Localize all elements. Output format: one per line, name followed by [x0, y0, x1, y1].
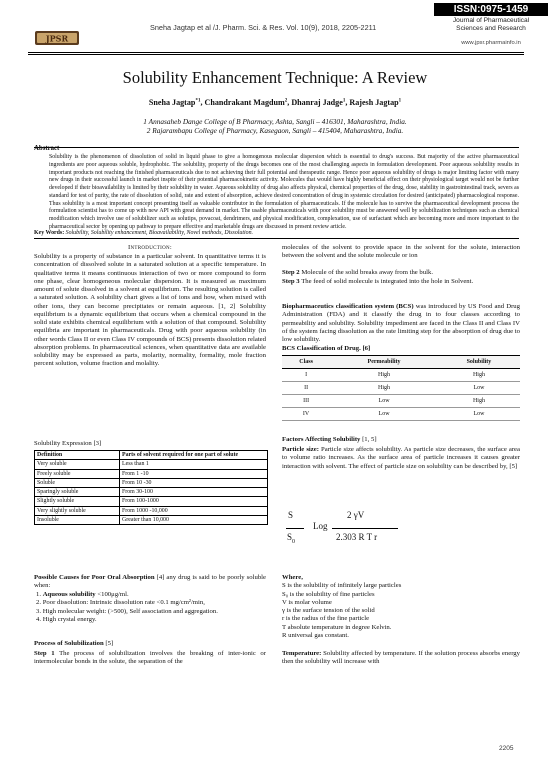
- paper-title: Solubility Enhancement Technique: A Review: [122, 68, 428, 87]
- table-cell: Insoluble: [35, 516, 120, 525]
- list-number: 4.: [36, 615, 42, 623]
- where-item: γ is the surface tension of the solid: [282, 607, 375, 614]
- table-header-cell: Permeability: [330, 356, 438, 369]
- table-cell: High: [330, 382, 438, 395]
- table-cell: Freely soluble: [35, 469, 120, 478]
- equation-s0-base: S: [287, 532, 293, 542]
- table-cell: Less than 1: [120, 460, 268, 469]
- running-header-citation: Sneha Jagtap et al /J. Pharm. Sci. & Res. Vol. 10(9), 2018, 2205-2211: [150, 23, 377, 32]
- equation-denominator: 2.303 R T r: [336, 532, 378, 542]
- where-item: S₀ is the solubility of fine particles: [282, 590, 375, 598]
- equation-s0-sub: 0: [292, 538, 296, 545]
- table-row: [282, 395, 520, 408]
- journal-name-line-1: Journal of Pharmaceutical: [452, 17, 530, 24]
- abstract-top-rule: [34, 147, 519, 148]
- page-number: 2205: [499, 745, 514, 752]
- table-cell: Low: [330, 408, 438, 421]
- list-item-text: High molecular weight: (>500), Self association and aggregation.: [42, 607, 218, 615]
- table-header-cell: Solubility: [438, 356, 520, 369]
- temperature-paragraph: [282, 650, 520, 667]
- author-affiliation-mark: *1: [195, 98, 201, 104]
- table-cell: Low: [330, 395, 438, 408]
- table-cell: Slightly soluble: [35, 497, 120, 506]
- abstract-text: Solubility is the phenomenon of dissolution of solid in liquid phase to give a homogenous molecular dispersion which is essential to drug's success. But majority of the active pharmaceutical ingredients are poor aqueous soluble, hydrophobic. The solubility, property of the drugs becomes one of the most challenging aspects in formulation development. Poor aqueous solubility results in important products not reaching the finished pharmaceuticals due to not achieving their full potential and therapeutic range. Hence poor aqueous solubility of drugs is major limiting factor with many new drugs in their successful launch in market inspite of their potential pharmacokinetic activity. Molecules that would have highly beneficial effect on their physiological target would not be further developed if their bioavailability is limited by their solubility in water. Aqueous solubility of drug also affects physical, chemical properties of the drug, dose, stability in gastrointestinal track, severs as standard for test of purity, the rate of dissolution of solid, rate and extent of absorption, achieve desired concentration of drug in systemic circulation for desired (anticipated) pharmacological response. Thus solubility is a most important concept presenting itself as valuable contributor in the formulation of pharmaceuticals. If the molecule has to survive the pharmaceutical development process the formulation scientist has to come up with new API with great demand in market. The usable pharmaceuticals with poor solubility must be answered well by solubilization techniques such as chemical modification which involve use of solubilizer such as solutips, povacoat, dendrimers, and physical modification, complexation, use of surfactant which are becoming more and more important to the pharmaceutical sector by opening up pathway to prepare effective and marketable drugs are discussed in present review article.: [49, 154, 519, 230]
- table-row: [35, 469, 268, 478]
- author-separator: ,: [200, 98, 205, 107]
- where-item: T absolute temperature in degree Kelvin.: [282, 623, 392, 631]
- table-cell: High: [438, 395, 520, 408]
- process-ref: [5]: [103, 640, 114, 647]
- list-item: [34, 591, 266, 599]
- list-item-text: Poor dissolution: Intrinsic dissolution rate <0.1 mg/cm²/min,: [42, 599, 205, 607]
- author-affiliation-mark: 1: [398, 98, 402, 104]
- abstract-bottom-rule: [34, 238, 519, 239]
- solubility-expression-table: [34, 450, 268, 525]
- equation-right-fraction-bar: [332, 528, 398, 529]
- step-1-label: Step 1: [34, 650, 55, 657]
- journal-logo: [35, 30, 79, 46]
- introduction-text: Solubility is a property of substance in a particular solvent. In quantitative terms it is concentration of dissolved solute in a saturated solution at a specific temperature. In qualitative terms it means continuous interaction of two or more compound to form one phase, clear homogeneous molecular dispersion. It is measured as maximum amount of solute dissolved in a solvent at equilibrium. The resulting solution is called a saturated solution. A solubility chart gives a list of ions and how, when mixed with other ions, they can become precipitates or remain aqueous. [1, 2] Solubility equilibrium is a dynamic equilibrium that occurs when a chemical compound in the solid state exhibits chemical equilibrium with a solution of that compound. Solubility equilibria are important in pharmaceuticals. Drug with poor aqueous solubility (in other words Class II or even Class IV compounds of BCS) presents dissolution related absorption problems. In pharmaceutical sciences, when quantitative data are available solubility may be expressed as parts, molarity, normality, formality, mole fraction percent solution, volume fraction and molality.: [34, 253, 266, 368]
- table-row: [35, 460, 268, 469]
- list-item: [34, 616, 266, 624]
- particle-size-equation: [286, 508, 416, 560]
- bcs-text: was introduced by US Food and Drug Administration (FDA) and it classify the drug in to four classes according to permeability and solubility. Solubility impediment are faced in the Class II and Class IV of the system facing dissolution as the rate limiting step for the absorption of drug due to low solubility.: [282, 303, 520, 343]
- table-row: [282, 408, 520, 421]
- where-item: S is the solubility of infinitely large particles: [282, 582, 402, 590]
- keywords-line: [34, 230, 253, 236]
- author-separator: ,: [287, 98, 292, 107]
- bcs-classification-table: [282, 355, 520, 421]
- step-2-text: Molecule of the solid breaks away from the bulk.: [299, 269, 433, 276]
- list-item-text: <100μg/ml.: [95, 591, 129, 598]
- author-name: Chandrakant Magdum: [204, 98, 285, 107]
- table-cell: III: [282, 395, 330, 408]
- table-cell: Low: [438, 408, 520, 421]
- step-3-text: The feed of solid molecule is integrated into the hole in Solvent.: [299, 278, 474, 285]
- where-item: V is molar volume: [282, 598, 332, 606]
- table-cell: From 10 -30: [120, 478, 268, 487]
- affiliation-1: 1 Annasaheb Dange College of B Pharmacy, Ashta, Sangli – 416301, Maharashtra, India.: [143, 117, 407, 126]
- table-cell: From 100-1000: [120, 497, 268, 506]
- list-item-text: High crystal energy.: [42, 615, 97, 623]
- where-block: [282, 574, 520, 640]
- equation-s: S: [288, 510, 294, 520]
- section-heading-introduction: Introduction:: [127, 244, 173, 251]
- journal-name: [434, 17, 548, 32]
- particle-size-paragraph: [282, 446, 520, 471]
- step-3-paragraph: [282, 278, 520, 286]
- list-number: 2.: [36, 599, 42, 607]
- table-cell: From 1000 -10,000: [120, 506, 268, 515]
- bcs-paragraph: [282, 303, 520, 344]
- table-header-row: [282, 356, 520, 369]
- list-item: [34, 608, 266, 616]
- list-item-bold: Aqueous solubility: [42, 591, 96, 598]
- table-cell: From 30-100: [120, 488, 268, 497]
- author-separator: ,: [345, 98, 350, 107]
- where-item: R universal gas constant.: [282, 631, 349, 639]
- header-rule-thin: [28, 54, 524, 55]
- factors-heading-line: [282, 436, 520, 444]
- author-name: Sneha Jagtap: [148, 98, 196, 107]
- right-continued-text: molecules of the solvent to provide space in the solvent for the solute, interaction between the solvent and the solute molecule or ion: [282, 244, 520, 260]
- table-cell: IV: [282, 408, 330, 421]
- bcs-table-heading-text: BCS Classification of Drug. [6]: [282, 345, 371, 352]
- particle-size-text: Particle size affects solubility. As particle size decreases, the surface area to volume ratio increases. As the surface area of particle increases it causes greater interaction with solvent. The effect of particle size on solubility can be described by, [5]: [282, 446, 520, 470]
- bcs-heading: Biopharmaceutics classification system (BCS): [282, 303, 414, 310]
- solubility-expression-heading: Solubility Expression [3]: [34, 440, 102, 447]
- header-rule: [28, 52, 524, 53]
- poor-absorption-list: [34, 591, 266, 624]
- table-header-cell: Definition: [35, 451, 120, 460]
- bcs-table-heading: [282, 345, 520, 353]
- table-cell: Greater than 10,000: [120, 516, 268, 525]
- author-list: [0, 98, 550, 107]
- table-cell: Sparingly soluble: [35, 488, 120, 497]
- table-row: [35, 506, 268, 515]
- factors-ref: [1, 5]: [360, 436, 377, 443]
- table-cell: Very slightly soluble: [35, 506, 120, 515]
- process-heading: Process of Solubilization: [34, 640, 104, 647]
- table-cell: II: [282, 382, 330, 395]
- list-number: 3.: [36, 607, 42, 615]
- table-cell: High: [438, 369, 520, 382]
- table-row: [35, 478, 268, 487]
- table-cell: I: [282, 369, 330, 382]
- equation-s0: [287, 532, 295, 545]
- step-2-paragraph: [282, 269, 520, 277]
- step-2-label: Step 2: [282, 269, 300, 276]
- table-row: [35, 497, 268, 506]
- where-label: Where,: [282, 574, 303, 581]
- table-header-cell: Class: [282, 356, 330, 369]
- poor-absorption-heading: Possible Causes for Poor Oral Absorption: [34, 574, 155, 581]
- table-cell: Low: [438, 382, 520, 395]
- author-name: Dhanraj Jadge: [291, 98, 343, 107]
- table-row: [282, 382, 520, 395]
- keywords-text: Solubility, Solubility enhancement, Bioavailability, Novel methods, Dissolution.: [65, 230, 253, 236]
- table-row: [282, 369, 520, 382]
- author-affiliation-mark: 2: [284, 98, 288, 104]
- table-cell: Very soluble: [35, 460, 120, 469]
- equation-left-fraction-bar: [286, 528, 304, 529]
- particle-size-label: Particle size:: [282, 446, 319, 453]
- equation-numerator: 2 γV: [347, 510, 365, 520]
- list-number: 1.: [36, 591, 42, 598]
- factors-heading: Factors Affecting Solubility: [282, 436, 361, 443]
- step-1-text: The process of solubilization involves the breaking of inter-ionic or intermolecular bonds in the solute, the separation of the: [34, 650, 266, 666]
- journal-name-line-2: Sciences and Research: [456, 24, 526, 32]
- step-1-paragraph: [34, 650, 266, 667]
- table-row: [35, 488, 268, 497]
- keywords-label: Key Words:: [34, 230, 65, 236]
- where-item: r is the radius of the fine particle: [282, 615, 370, 623]
- poor-absorption-intro: [34, 574, 266, 591]
- table-cell: High: [330, 369, 438, 382]
- temperature-text: Solubility affected by temperature. If the solution process absorbs energy then the solubility will increase with: [282, 650, 520, 666]
- table-row: [35, 516, 268, 525]
- step-3-label: Step 3: [282, 278, 300, 285]
- affiliation-2: 2 Rajarambapu College of Pharmacy, Kasegaon, Sangli – 415404, Maharashtra, India.: [146, 126, 404, 135]
- logo-text: JPSR: [45, 33, 69, 44]
- author-affiliation-mark: 1: [342, 98, 346, 104]
- process-heading-line: [34, 640, 266, 648]
- table-cell: Soluble: [35, 478, 120, 487]
- author-name: Rajesh Jagtap: [349, 98, 399, 107]
- poor-absorption-tail: [4] any drug is said to be poorly soluble when:: [34, 574, 266, 590]
- table-header-cell: Parts of solvent required for one part of solute: [120, 451, 268, 460]
- temperature-label: Temperature:: [282, 650, 322, 657]
- equation-log: Log: [313, 521, 328, 531]
- table-header-row: [35, 451, 268, 460]
- journal-url[interactable]: www.jpsr.pharmainfo.in: [461, 40, 521, 46]
- table-cell: From 1 -10: [120, 469, 268, 478]
- issn-badge: ISSN:0975-1459: [434, 3, 548, 16]
- list-item: [34, 599, 266, 607]
- abstract-label: Abstract: [34, 145, 60, 152]
